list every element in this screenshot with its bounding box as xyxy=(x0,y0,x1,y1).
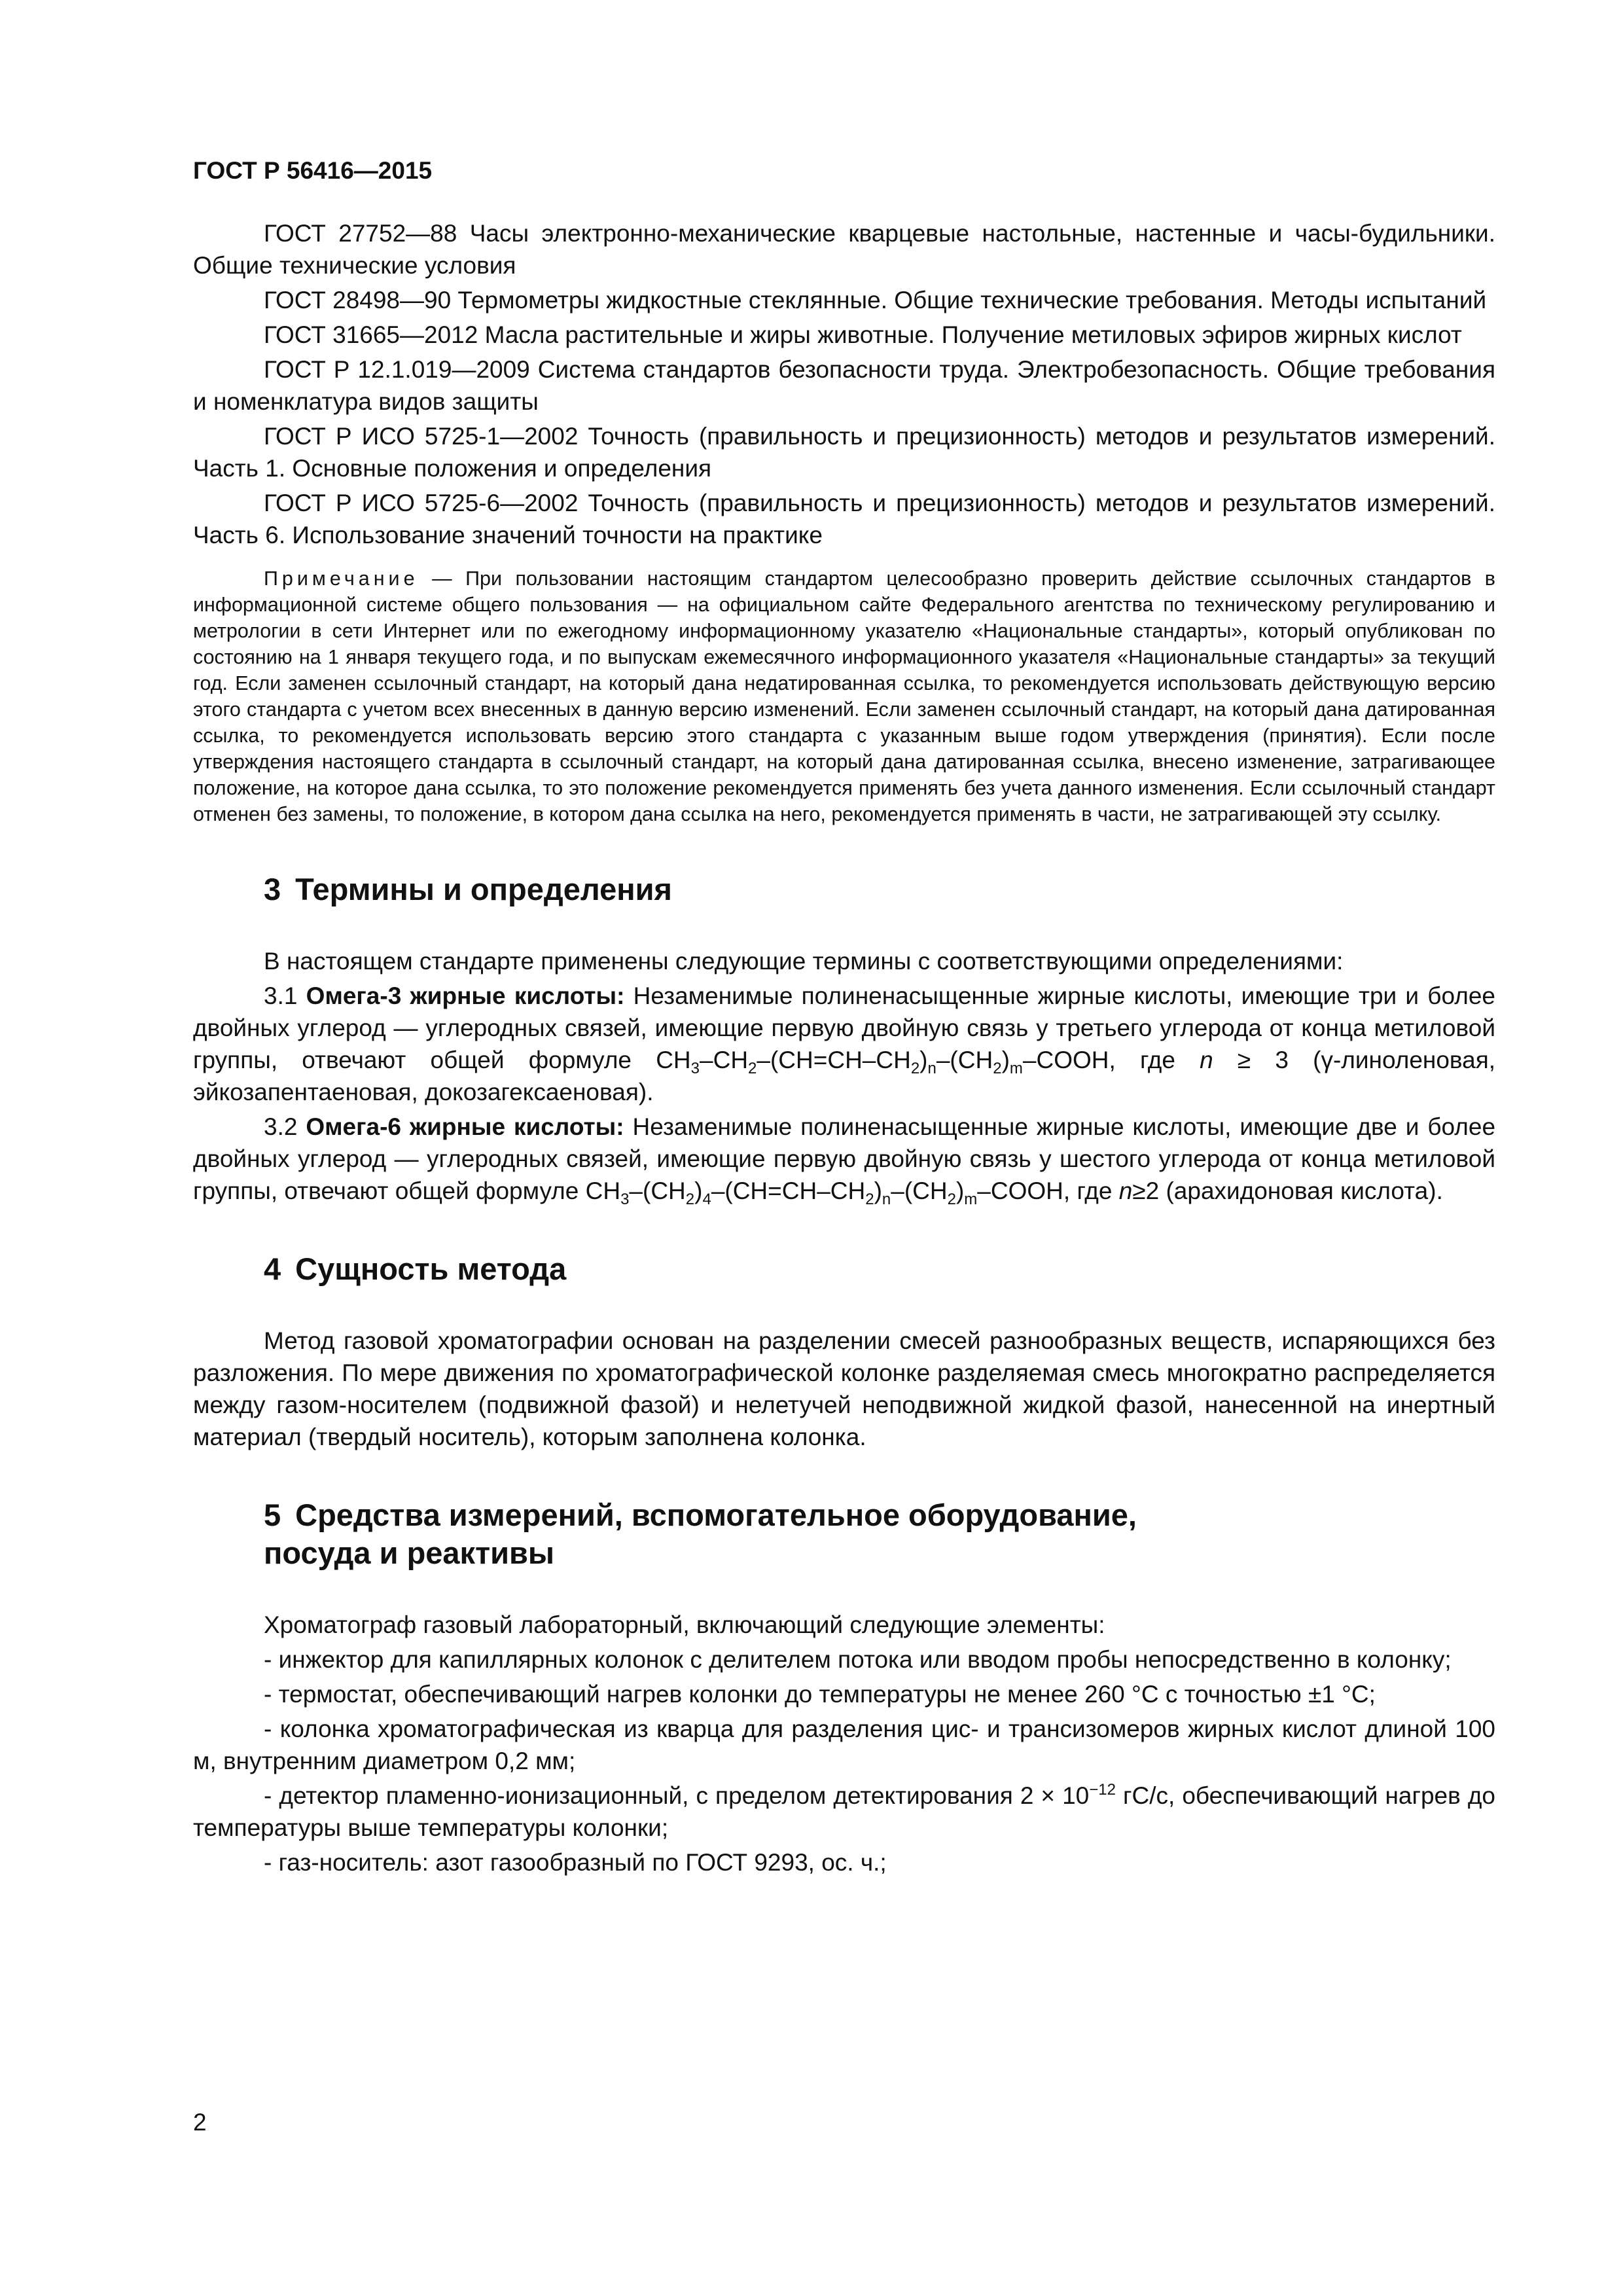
equipment-item: - газ-носитель: азот газообразный по ГОСТ 9293, ос. ч.; xyxy=(264,1849,887,1876)
section-3-intro: В настоящем стандарте применены следующие термины с соответствующими определениями: xyxy=(264,948,1344,975)
section-4-text: Метод газовой хроматографии основан на разделении смесей разнообразных веществ, испаряющихся без разложения. По мере движения по хроматографической колонке разделяемая смесь многократно распределяется между газом-носителем (подвижной фазой) и нелетучей неподвижной жидкой фазой, нанесенной на инертный материал (твердый носитель), которым заполнена колонка. xyxy=(193,1327,1495,1450)
reference-item: ГОСТ Р ИСО 5725-6—2002 Точность (правильность и прецизионность) методов и результатов измерений. Часть 6. Использование значений точности на практике xyxy=(193,490,1495,548)
note-label: Примечание xyxy=(264,567,419,590)
equipment-item: - термостат, обеспечивающий нагрев колонки до температуры не менее 260 °С с точностью ±1 °С; xyxy=(264,1681,1376,1708)
term-title: Омега-6 жирные кислоты: xyxy=(306,1113,624,1140)
note-text: — При пользовании настоящим стандартом целесообразно проверить действие ссылочных стандартов в информационной системе общего пользования — на официальном сайте Федерального агентства по техническому регулированию и метрологии в сети Интернет или по ежегодному информационному указателю «Национальные стандарты», который опубликован по состоянию на 1 января текущего года, и по выпускам ежемесячного информационного указателя «Национальные стандарты» за текущий год. Если заменен ссылочный стандарт, на который дана недатированная ссылка, то рекомендуется использовать действующую версию этого стандарта с учетом всех внесенных в данную версию изменений. Если заменен ссылочный стандарт, на который дана датированная ссылка, то рекомендуется использовать версию этого стандарта с указанным выше годом утверждения (принятия). Если после утверждения настоящего стандарта в ссылочный стандарт, на который дана датированная ссылка, внесено изменение, затрагивающее положение, на которое дана ссылка, то это положение рекомендуется применять без учета данного изменения. Если ссылочный стандарт отменен без замены, то положение, в котором дана ссылка на него, рекомендуется применять в части, не затрагивающей эту ссылку. xyxy=(193,567,1495,825)
formula-omega-3: $CH_3-CH_2-(CH=CH-CH_2)_n-(CH_2)_m$–COOH, xyxy=(656,1047,1116,1077)
section-4-heading: 4 Сущность метода xyxy=(264,1251,567,1286)
formula-omega-6: $CH_3-(CH_2)_4-(CH=CH-CH_2)_n-(CH_2)_m$–COOH, xyxy=(585,1177,1071,1208)
section-3-heading: 3 Термины и определения xyxy=(264,872,672,906)
page-number: 2 xyxy=(193,2109,207,2136)
equipment-item: - детектор пламенно-ионизационный, с пределом детектирования $2 \times 10^{-12}$ гС/с, обеспечивающий нагрев до температуры выше температуры колонки; xyxy=(193,1781,1496,1841)
term-title: Омега-3 жирные кислоты: xyxy=(306,982,625,1009)
equipment-item: - инжектор для капиллярных колонок с делителем потока или вводом пробы непосредственно в колонку; xyxy=(264,1646,1452,1673)
reference-item: ГОСТ Р 12.1.019—2009 Система стандартов безопасности труда. Электробезопасность. Общие требования и номенклатура видов защиты xyxy=(193,356,1495,415)
section-5-heading: 5 Средства измерений, вспомогательное оборудование, посуда и реактивы xyxy=(264,1498,1137,1570)
term-omega-3: 3.1 Омега-3 жирные кислоты: Незаменимые полиненасыщенные жирные кислоты, имеющие три и более двойных углерод — углеродных связей, имеющие первую двойную связь у третьего углерода от конца метиловой группы, отвечают общей формуле $CH_3-CH_2-(CH=CH-CH_2)_n-(CH_2)_m$–COOH, где n ≥ 3 (γ-линоленовая, эйкозапентаеновая, докозагексаеновая). xyxy=(193,982,1496,1105)
term-omega-6: 3.2 Омега-6 жирные кислоты: Незаменимые полиненасыщенные жирные кислоты, имеющие две и более двойных углерод — углеродных связей, имеющие первую двойную связь у шестого углерода от конца метиловой группы, отвечают общей формуле $CH_3-(CH_2)_4-(CH=CH-CH_2)_n-(CH_2)_m$–COOH, где n≥2 (арахидоновая кислота). xyxy=(193,1113,1496,1208)
note-paragraph xyxy=(193,565,1495,827)
document-page xyxy=(193,157,1495,1881)
document-header: ГОСТ Р 56416—2015 xyxy=(193,157,433,184)
reference-item: ГОСТ 31665—2012 Масла растительные и жиры животные. Получение метиловых эфиров жирных кислот xyxy=(264,321,1462,348)
section-5-intro: Хроматограф газовый лабораторный, включающий следующие элементы: xyxy=(264,1611,1105,1638)
reference-item: ГОСТ 27752—88 Часы электронно-механические кварцевые настольные, настенные и часы-будильники. Общие технические условия xyxy=(193,220,1495,279)
equipment-item: - колонка хроматографическая из кварца для разделения цис- и трансизомеров жирных кислот длиной 100 м, внутренним диаметром 0,2 мм; xyxy=(193,1715,1495,1774)
reference-item: ГОСТ Р ИСО 5725-1—2002 Точность (правильность и прецизионность) методов и результатов измерений. Часть 1. Основные положения и определения xyxy=(193,423,1495,482)
references-list xyxy=(193,217,1495,551)
reference-item: ГОСТ 28498—90 Термометры жидкостные стеклянные. Общие технические требования. Методы испытаний xyxy=(264,287,1487,314)
